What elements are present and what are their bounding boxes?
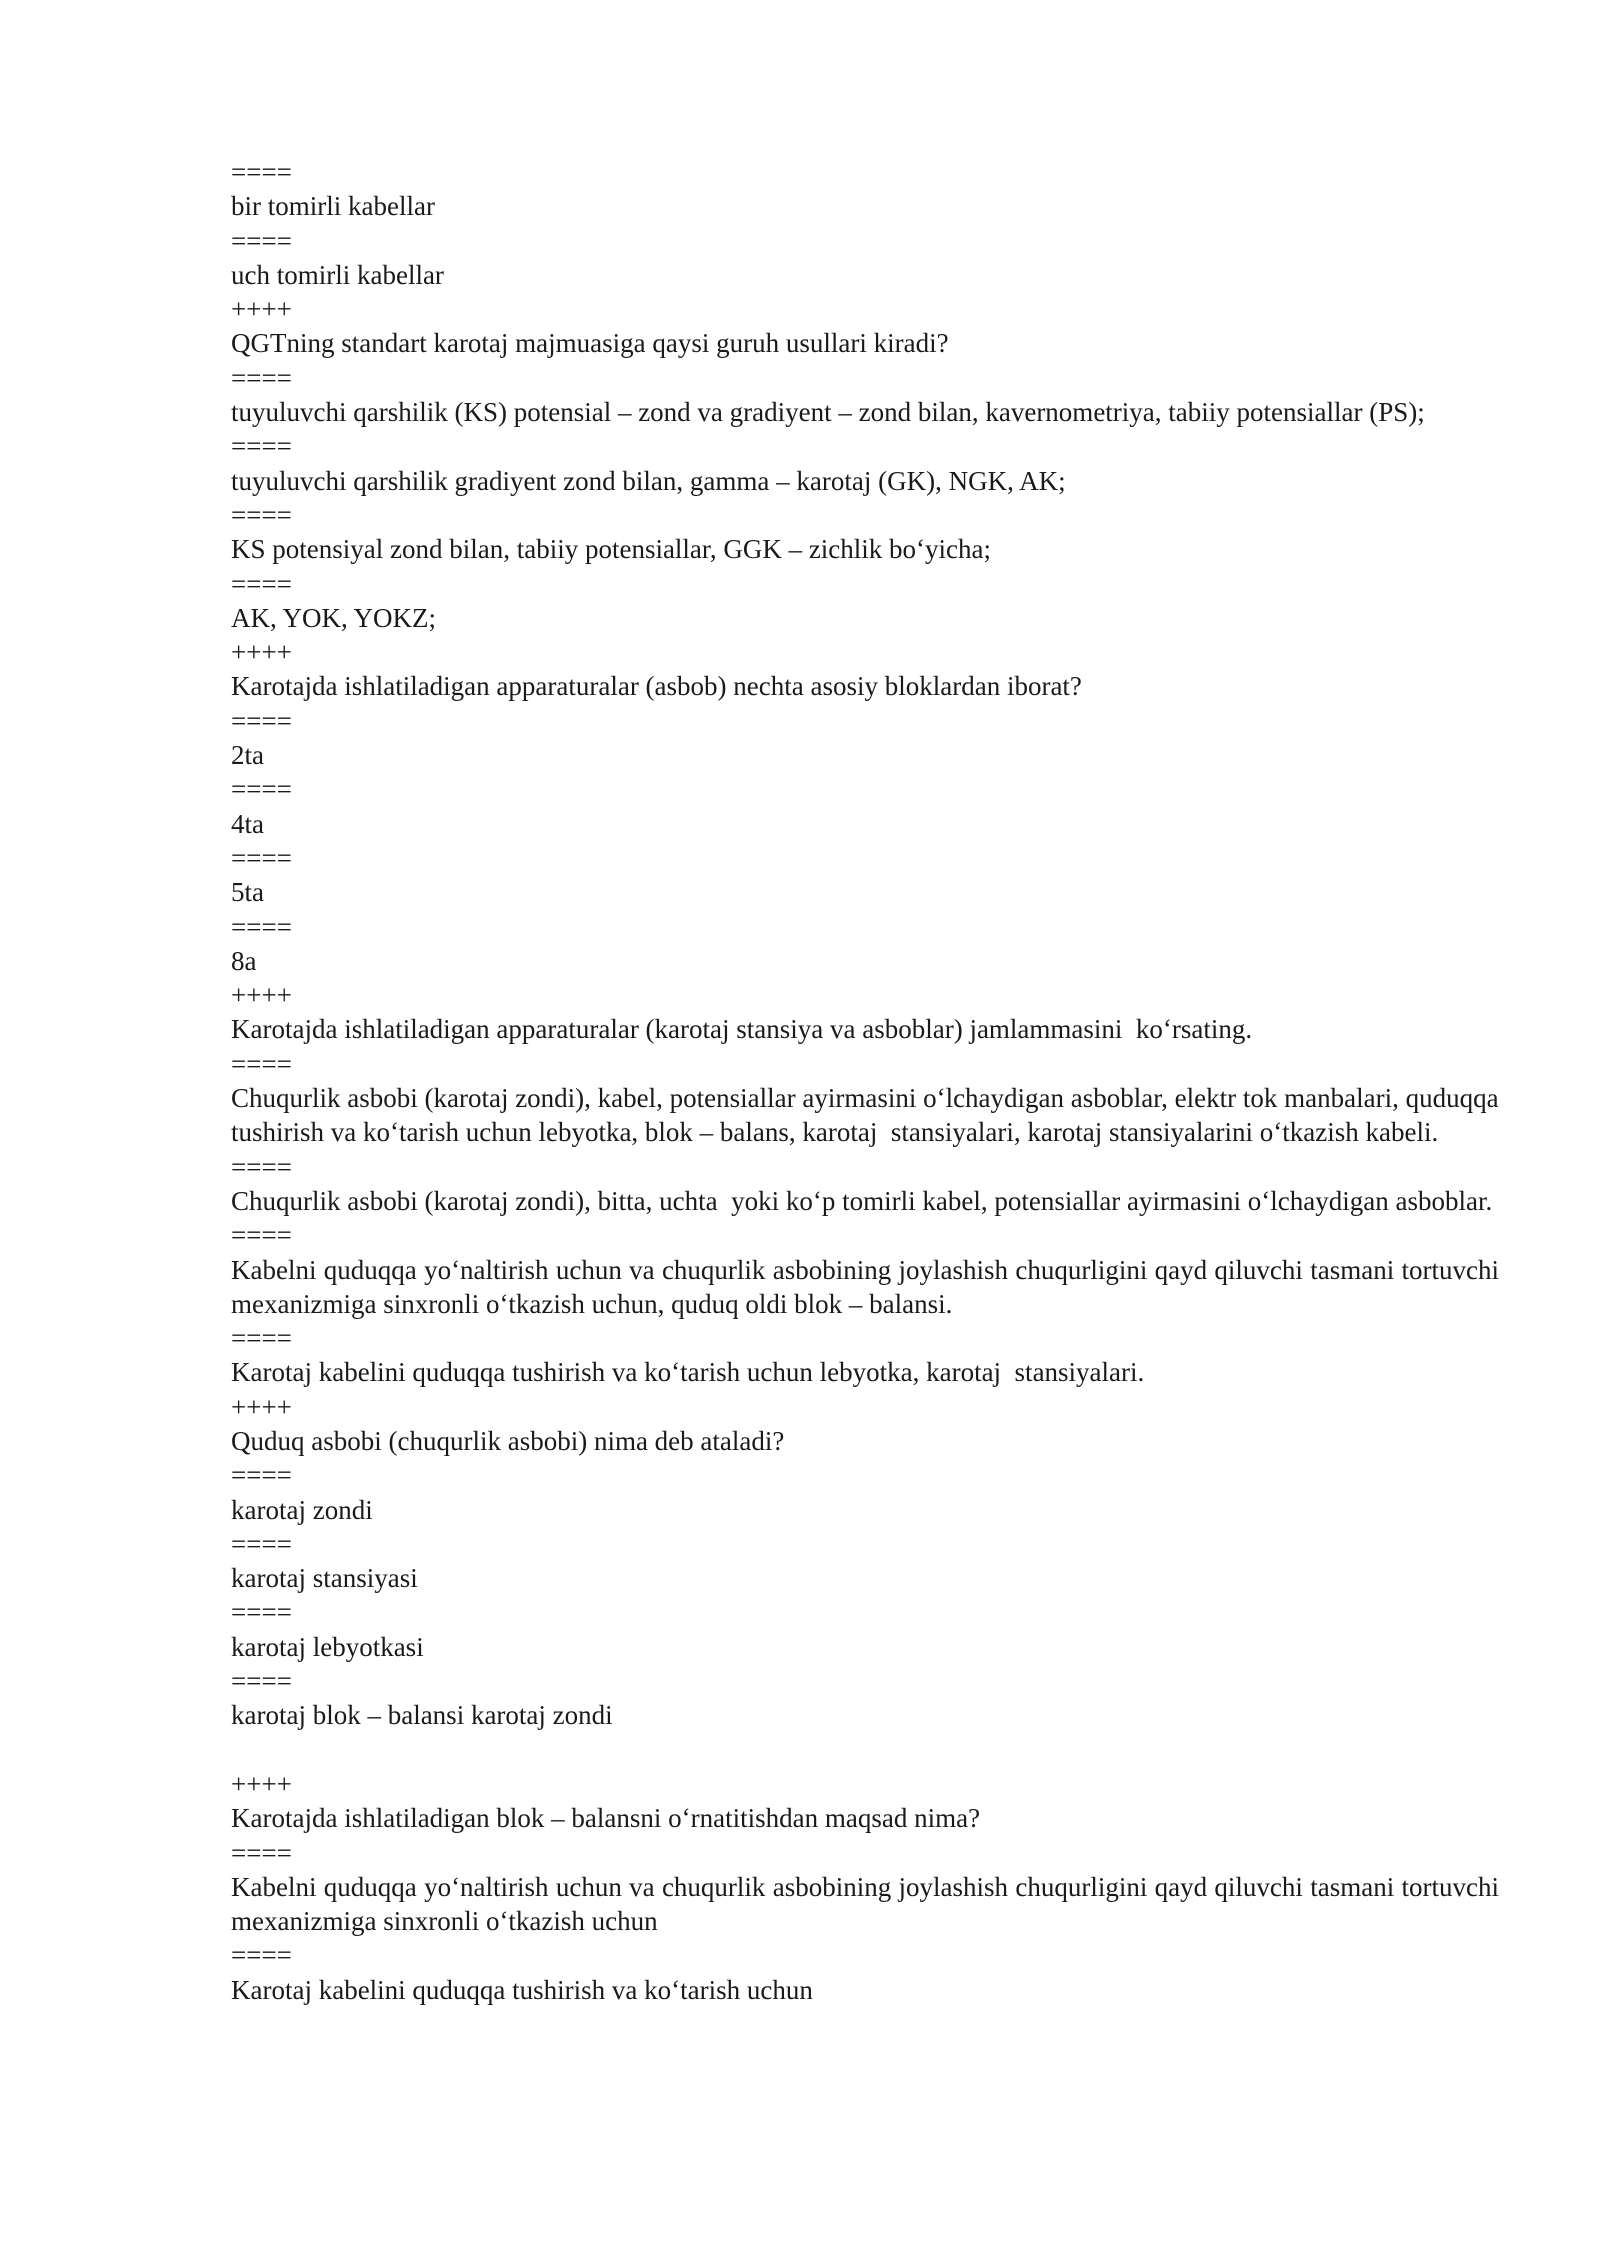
answer-option: Karotaj kabelini quduqqa tushirish va ko‘tarish uchun lebyotka, karotaj stansiyalari. xyxy=(231,1357,1145,1388)
answer-option: 2ta xyxy=(231,740,264,771)
question-text: Quduq asbobi (chuqurlik asbobi) nima deb ataladi? xyxy=(231,1425,785,1456)
question-text: Karotajda ishlatiladigan apparaturalar (karotaj stansiya va asboblar) jamlammasini ko‘rsating. xyxy=(231,1014,1253,1045)
answer-option: 5ta xyxy=(231,877,264,908)
separator-line: ==== xyxy=(231,499,292,530)
answer-option: 8a xyxy=(231,945,257,976)
separator-line: ==== xyxy=(231,431,292,462)
answer-option: tuyuluvchi qarshilik gradiyent zond bilan, gamma – karotaj (GK), NGK, AK; xyxy=(231,465,1066,496)
answer-option: karotaj zondi xyxy=(231,1494,373,1525)
separator-line: ==== xyxy=(231,842,292,873)
question-text: Karotajda ishlatiladigan blok – balansni o‘rnatitishdan maqsad nima? xyxy=(231,1803,981,1834)
separator-line: ==== xyxy=(231,1666,292,1697)
question-text: Karotajda ishlatiladigan apparaturalar (asbob) nechta asosiy bloklardan iborat? xyxy=(231,671,1082,702)
answer-option: Chuqurlik asbobi (karotaj zondi), bitta, uchta yoki ko‘p tomirli kabel, potensiallar ayirmasini o‘lchaydigan asboblar. xyxy=(231,1185,1493,1216)
separator-line: ==== xyxy=(231,1460,292,1491)
answer-option: karotaj blok – balansi karotaj zondi xyxy=(231,1700,613,1731)
answer-option: AK, YOK, YOKZ; xyxy=(231,602,436,633)
answer-option: 4ta xyxy=(231,808,264,839)
separator-line: ==== xyxy=(231,568,292,599)
separator-line: ==== xyxy=(231,1323,292,1354)
separator-line: ==== xyxy=(231,1940,292,1971)
answer-option: uch tomirli kabellar xyxy=(231,259,444,290)
question-marker: ++++ xyxy=(231,1768,292,1799)
document-page xyxy=(231,155,1506,2007)
answer-option: karotaj lebyotkasi xyxy=(231,1631,424,1662)
answer-option: KS potensiyal zond bilan, tabiiy potensiallar, GGK – zichlik bo‘yicha; xyxy=(231,534,992,565)
answer-option: Chuqurlik asbobi (karotaj zondi), kabel, potensiallar ayirmasini o‘lchaydigan asboblar, elektr tok manbalari, quduqqa tushirish va ko‘tarish uchun lebyotka, blok – balans, karotaj stansiyalari, karotaj stansiyalarini o‘tkazish kabeli. xyxy=(231,1083,1506,1148)
question-text: QGTning standart karotaj majmuasiga qaysi guruh usullari kiradi? xyxy=(231,328,949,359)
answer-option: tuyuluvchi qarshilik (KS) potensial – zond va gradiyent – zond bilan, kavernometriya, tabiiy potensiallar (PS); xyxy=(231,397,1425,428)
answer-option: bir tomirli kabellar xyxy=(231,191,435,222)
separator-line: ==== xyxy=(231,705,292,736)
answer-option: Kabelni quduqqa yo‘naltirish uchun va chuqurlik asbobining joylashish chuqurligini qayd qiluvchi tasmani tortuvchi mexanizmiga sinxronli o‘tkazish uchun, quduq oldi blok – balansi. xyxy=(231,1254,1506,1319)
separator-line: ==== xyxy=(231,911,292,942)
answer-option: Karotaj kabelini quduqqa tushirish va ko‘tarish uchun xyxy=(231,1974,813,2005)
separator-line: ==== xyxy=(231,1528,292,1559)
separator-line: ==== xyxy=(231,225,292,256)
separator-line: ==== xyxy=(231,157,292,187)
separator-line: ==== xyxy=(231,1151,292,1182)
separator-line: ==== xyxy=(231,774,292,805)
separator-line: ==== xyxy=(231,1837,292,1868)
answer-option: Kabelni quduqqa yo‘naltirish uchun va chuqurlik asbobining joylashish chuqurligini qayd qiluvchi tasmani tortuvchi mexanizmiga sinxronli o‘tkazish uchun xyxy=(231,1871,1506,1937)
blank-line xyxy=(231,1733,1499,1767)
question-marker: ++++ xyxy=(231,1391,292,1422)
question-marker: ++++ xyxy=(231,637,292,668)
answer-option: karotaj stansiyasi xyxy=(231,1563,418,1594)
separator-line: ==== xyxy=(231,1220,292,1251)
question-marker: ++++ xyxy=(231,980,292,1011)
question-marker: ++++ xyxy=(231,294,292,325)
separator-line: ==== xyxy=(231,362,292,393)
separator-line: ==== xyxy=(231,1597,292,1628)
separator-line: ==== xyxy=(231,1048,292,1079)
